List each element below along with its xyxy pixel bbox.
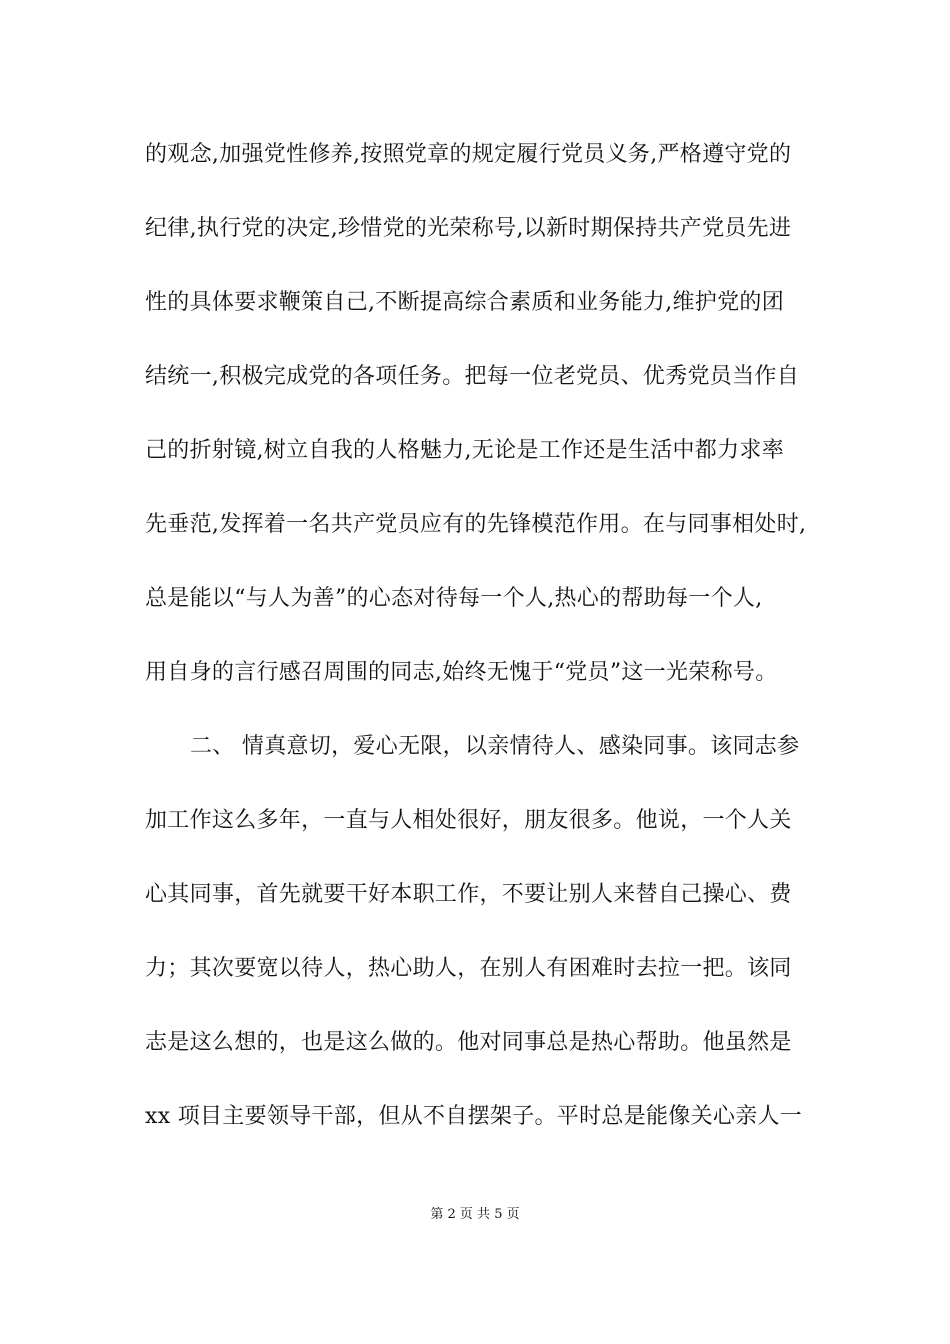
body-text-line: 志是这么想的，也是这么做的。他对同事总是热心帮助。他虽然是 — [145, 1030, 792, 1055]
body-text-line: 先垂范,发挥着一名共产党员应有的先锋模范作用。在与同事相处时, — [145, 512, 807, 537]
body-text-line: 结统一,积极完成党的各项任务。把每一位老党员、优秀党员当作自 — [145, 364, 799, 389]
body-text-line: 加工作这么多年，一直与人相处很好，朋友很多。他说，一个人关 — [145, 808, 792, 833]
section-heading-line: 二、 情真意切，爱心无限，以亲情待人、感染同事。该同志参 — [190, 734, 800, 759]
page-number-footer: 第 2 页 共 5 页 — [430, 1207, 520, 1222]
body-text-line: 的观念,加强党性修养,按照党章的规定履行党员义务,严格遵守党的 — [145, 142, 792, 167]
body-text-line: 己的折射镜,树立自我的人格魅力,无论是工作还是生活中都力求率 — [145, 438, 784, 463]
body-text-line: 纪律,执行党的决定,珍惜党的光荣称号,以新时期保持共产党员先进 — [145, 216, 792, 241]
body-text-line: 用自身的言行感召周围的同志,始终无愧于“党员”这一光荣称号。 — [145, 660, 778, 685]
body-text-line: xx 项目主要领导干部，但从不自摆架子。平时总是能像关心亲人一 — [145, 1104, 803, 1129]
body-text-line: 总是能以“与人为善”的心态对待每一个人,热心的帮助每一个人, — [145, 586, 763, 611]
body-text-line: 性的具体要求鞭策自己,不断提高综合素质和业务能力,维护党的团 — [145, 290, 784, 315]
body-text-line: 心其同事，首先就要干好本职工作，不要让别人来替自己操心、费 — [145, 882, 792, 907]
body-text-line: 力；其次要宽以待人，热心助人，在别人有困难时去拉一把。该同 — [145, 956, 792, 981]
